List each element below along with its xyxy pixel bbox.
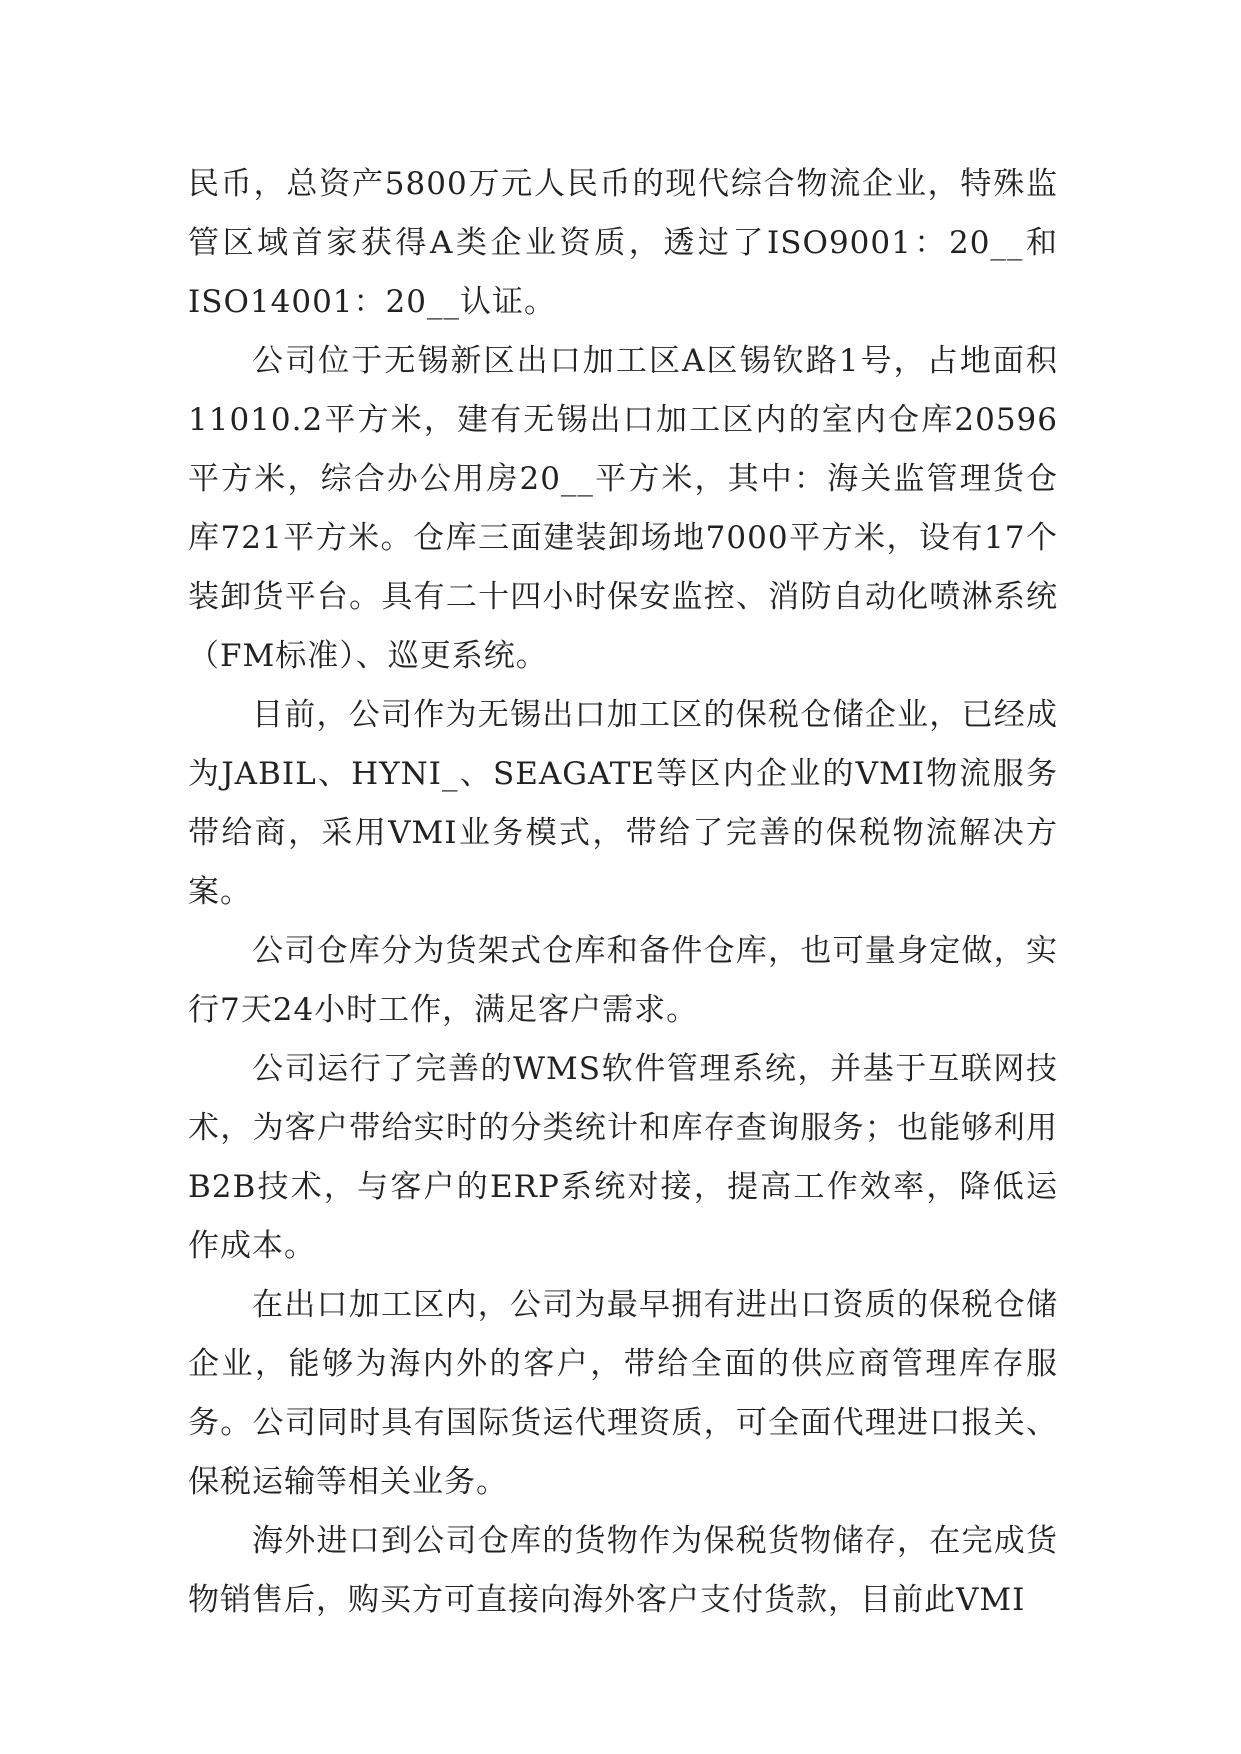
paragraph-1: 民币，总资产5800万元人民币的现代综合物流企业，特殊监管区域首家获得A类企业资质，透过了ISO9001：20__和ISO14001：20__认证。: [188, 166, 1058, 320]
paragraph-6: 在出口加工区内，公司为最早拥有进出口资质的保税仓储企业，能够为海内外的客户，带给全面的供应商管理库存服务。公司同时具有国际货运代理资质，可全面代理进口报关、保税运输等相关业务。: [188, 1287, 1058, 1500]
paragraph-2: 公司位于无锡新区出口加工区A区锡钦路1号，占地面积11010.2平方米，建有无锡出口加工区内的室内仓库20596平方米，综合办公用房20__平方米，其中：海关监管理货仓库721平方米。仓库三面建装卸场地7000平方米，设有17个装卸货平台。具有二十四小时保安监控、消防自动化喷淋系统（FM标准）、巡更系统。: [188, 343, 1058, 674]
document-body: [188, 155, 1058, 1630]
paragraph-7: 海外进口到公司仓库的货物作为保税货物储存，在完成货物销售后，购买方可直接向海外客户支付货款，目前此VMI: [188, 1523, 1058, 1618]
paragraph-3: 目前，公司作为无锡出口加工区的保税仓储企业，已经成为JABIL、HYNI_、SEAGATE等区内企业的VMI物流服务带给商，采用VMI业务模式，带给了完善的保税物流解决方案。: [188, 697, 1058, 910]
paragraph-4: 公司仓库分为货架式仓库和备件仓库，也可量身定做，实行7天24小时工作，满足客户需求。: [188, 933, 1058, 1028]
paragraph-5: 公司运行了完善的WMS软件管理系统，并基于互联网技术，为客户带给实时的分类统计和库存查询服务；也能够利用B2B技术，与客户的ERP系统对接，提高工作效率，降低运作成本。: [188, 1051, 1058, 1264]
